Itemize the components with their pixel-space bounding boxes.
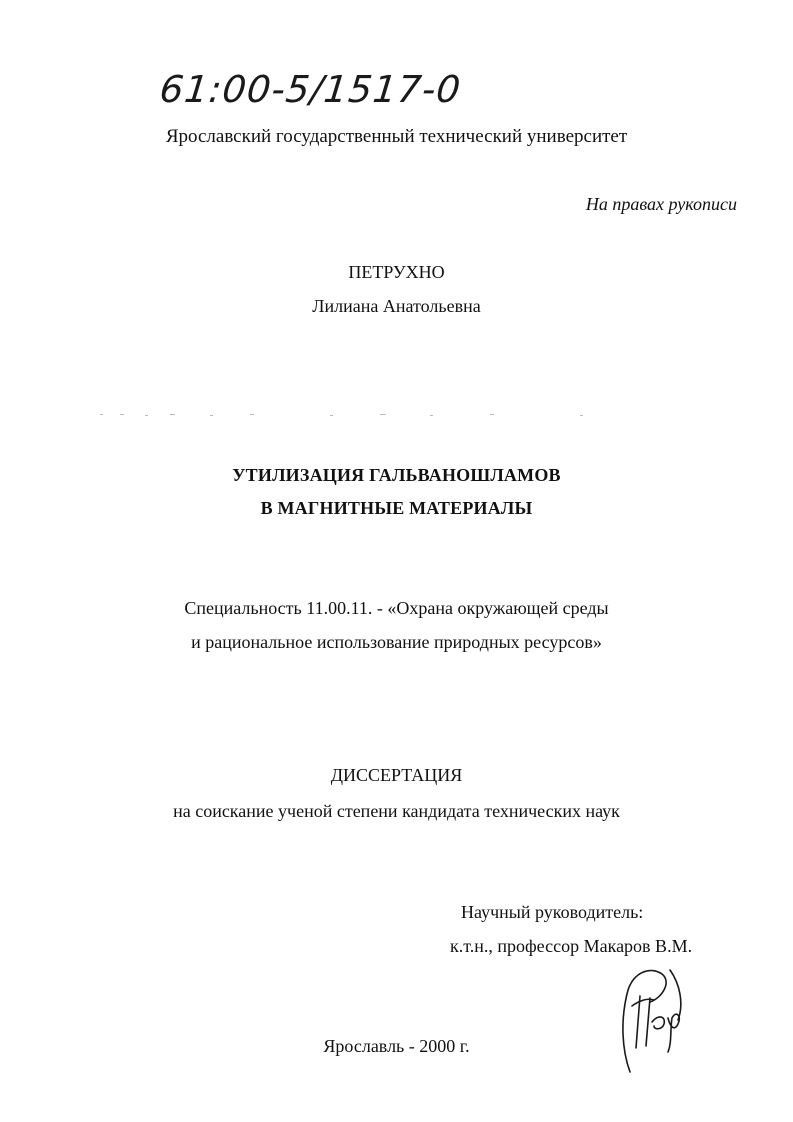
work-type-heading: ДИССЕРТАЦИЯ: [330, 765, 463, 785]
dissertation-title-line-2: В МАГНИТНЫЕ МАТЕРИАЛЫ: [260, 498, 533, 518]
scan-specks: [100, 408, 620, 420]
archive-code-handwritten: 61:00-5/1517-0: [157, 68, 464, 111]
advisor-name: к.т.н., профессор Макаров В.М.: [450, 936, 693, 956]
degree-statement: на соискание ученой степени кандидата технических наук: [173, 801, 620, 821]
author-surname: ПЕТРУХНО: [348, 262, 445, 282]
city-and-year: Ярославль - 2000 г.: [323, 1036, 470, 1056]
manuscript-note: На правах рукописи: [585, 194, 737, 214]
advisor-signature: [592, 960, 702, 1080]
specialty-line-1: Специальность 11.00.11. - «Охрана окружающей среды: [184, 598, 609, 618]
university-name: Ярославский государственный технический университет: [165, 126, 628, 147]
author-given-names: Лилиана Анатольевна: [312, 296, 481, 316]
advisor-label: Научный руководитель:: [461, 902, 644, 922]
specialty-line-2: и рациональное использование природных ресурсов»: [191, 632, 602, 652]
dissertation-title-line-1: УТИЛИЗАЦИЯ ГАЛЬВАНОШЛАМОВ: [232, 465, 561, 485]
